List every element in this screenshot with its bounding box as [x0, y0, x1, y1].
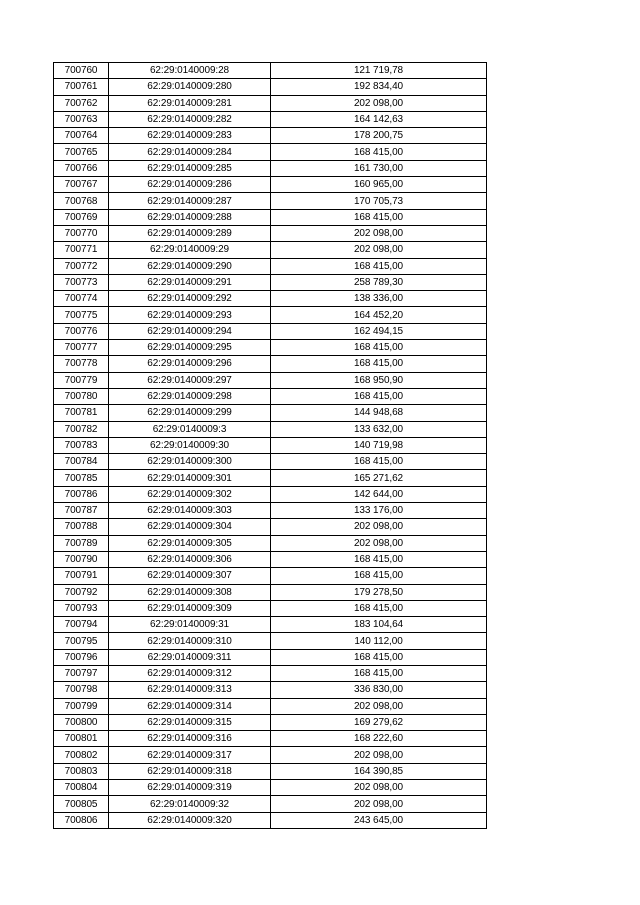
- table-row: [54, 454, 487, 470]
- table-row: [54, 323, 487, 339]
- cadastral-value-cell: 140 719,98: [271, 437, 487, 453]
- cadastral-number-cell: 62:29:0140009:306: [109, 551, 271, 567]
- table-row: [54, 437, 487, 453]
- cadastral-number-cell: 62:29:0140009:298: [109, 388, 271, 404]
- cadastral-value-cell: 202 098,00: [271, 519, 487, 535]
- cadastral-number-cell: 62:29:0140009:310: [109, 633, 271, 649]
- cadastral-number-cell: 62:29:0140009:281: [109, 95, 271, 111]
- cadastral-number-cell: 62:29:0140009:294: [109, 323, 271, 339]
- row-id-cell: 700771: [54, 242, 109, 258]
- row-id-cell: 700776: [54, 323, 109, 339]
- table-row: [54, 209, 487, 225]
- row-id-cell: 700775: [54, 307, 109, 323]
- cadastral-value-cell: 202 098,00: [271, 225, 487, 241]
- table-row: [54, 503, 487, 519]
- table-body: [54, 63, 487, 829]
- cadastral-value-cell: 168 415,00: [271, 649, 487, 665]
- row-id-cell: 700805: [54, 796, 109, 812]
- cadastral-value-table: [53, 62, 487, 829]
- row-id-cell: 700765: [54, 144, 109, 160]
- cadastral-value-cell: 178 200,75: [271, 128, 487, 144]
- cadastral-number-cell: 62:29:0140009:318: [109, 763, 271, 779]
- cadastral-value-cell: 202 098,00: [271, 535, 487, 551]
- cadastral-value-cell: 168 415,00: [271, 454, 487, 470]
- table-row: [54, 421, 487, 437]
- table-row: [54, 177, 487, 193]
- table-row: [54, 405, 487, 421]
- table-row: [54, 274, 487, 290]
- row-id-cell: 700779: [54, 372, 109, 388]
- table-row: [54, 291, 487, 307]
- row-id-cell: 700785: [54, 470, 109, 486]
- cadastral-number-cell: 62:29:0140009:313: [109, 682, 271, 698]
- row-id-cell: 700786: [54, 486, 109, 502]
- cadastral-value-cell: 162 494,15: [271, 323, 487, 339]
- row-id-cell: 700766: [54, 160, 109, 176]
- row-id-cell: 700780: [54, 388, 109, 404]
- row-id-cell: 700792: [54, 584, 109, 600]
- row-id-cell: 700788: [54, 519, 109, 535]
- row-id-cell: 700772: [54, 258, 109, 274]
- table-row: [54, 160, 487, 176]
- cadastral-number-cell: 62:29:0140009:319: [109, 780, 271, 796]
- cadastral-number-cell: 62:29:0140009:296: [109, 356, 271, 372]
- cadastral-value-cell: 168 950,90: [271, 372, 487, 388]
- cadastral-value-cell: 192 834,40: [271, 79, 487, 95]
- table-row: [54, 128, 487, 144]
- cadastral-number-cell: 62:29:0140009:308: [109, 584, 271, 600]
- cadastral-number-cell: 62:29:0140009:290: [109, 258, 271, 274]
- row-id-cell: 700760: [54, 63, 109, 79]
- row-id-cell: 700804: [54, 780, 109, 796]
- row-id-cell: 700789: [54, 535, 109, 551]
- table-row: [54, 193, 487, 209]
- cadastral-value-cell: 336 830,00: [271, 682, 487, 698]
- row-id-cell: 700784: [54, 454, 109, 470]
- cadastral-number-cell: 62:29:0140009:295: [109, 340, 271, 356]
- table-row: [54, 698, 487, 714]
- cadastral-number-cell: 62:29:0140009:280: [109, 79, 271, 95]
- table-row: [54, 340, 487, 356]
- cadastral-value-cell: 142 644,00: [271, 486, 487, 502]
- cadastral-value-cell: 160 965,00: [271, 177, 487, 193]
- row-id-cell: 700764: [54, 128, 109, 144]
- row-id-cell: 700799: [54, 698, 109, 714]
- cadastral-value-cell: 161 730,00: [271, 160, 487, 176]
- table-row: [54, 731, 487, 747]
- cadastral-number-cell: 62:29:0140009:29: [109, 242, 271, 258]
- cadastral-number-cell: 62:29:0140009:314: [109, 698, 271, 714]
- cadastral-number-cell: 62:29:0140009:28: [109, 63, 271, 79]
- row-id-cell: 700794: [54, 617, 109, 633]
- table-row: [54, 519, 487, 535]
- row-id-cell: 700795: [54, 633, 109, 649]
- cadastral-value-cell: 168 415,00: [271, 388, 487, 404]
- cadastral-number-cell: 62:29:0140009:282: [109, 111, 271, 127]
- row-id-cell: 700761: [54, 79, 109, 95]
- cadastral-number-cell: 62:29:0140009:301: [109, 470, 271, 486]
- cadastral-value-cell: 121 719,78: [271, 63, 487, 79]
- cadastral-value-cell: 133 632,00: [271, 421, 487, 437]
- cadastral-number-cell: 62:29:0140009:32: [109, 796, 271, 812]
- cadastral-value-cell: 144 948,68: [271, 405, 487, 421]
- document-page: [53, 62, 486, 829]
- table-row: [54, 568, 487, 584]
- row-id-cell: 700802: [54, 747, 109, 763]
- row-id-cell: 700791: [54, 568, 109, 584]
- row-id-cell: 700796: [54, 649, 109, 665]
- cadastral-number-cell: 62:29:0140009:286: [109, 177, 271, 193]
- cadastral-value-cell: 183 104,64: [271, 617, 487, 633]
- cadastral-value-cell: 164 390,85: [271, 763, 487, 779]
- cadastral-value-cell: 165 271,62: [271, 470, 487, 486]
- table-row: [54, 584, 487, 600]
- row-id-cell: 700797: [54, 665, 109, 681]
- cadastral-value-cell: 202 098,00: [271, 95, 487, 111]
- cadastral-number-cell: 62:29:0140009:316: [109, 731, 271, 747]
- cadastral-value-cell: 179 278,50: [271, 584, 487, 600]
- cadastral-number-cell: 62:29:0140009:311: [109, 649, 271, 665]
- cadastral-number-cell: 62:29:0140009:30: [109, 437, 271, 453]
- row-id-cell: 700774: [54, 291, 109, 307]
- cadastral-number-cell: 62:29:0140009:300: [109, 454, 271, 470]
- cadastral-number-cell: 62:29:0140009:293: [109, 307, 271, 323]
- cadastral-value-cell: 168 415,00: [271, 258, 487, 274]
- row-id-cell: 700803: [54, 763, 109, 779]
- table-row: [54, 63, 487, 79]
- table-row: [54, 79, 487, 95]
- cadastral-number-cell: 62:29:0140009:289: [109, 225, 271, 241]
- table-row: [54, 242, 487, 258]
- row-id-cell: 700806: [54, 812, 109, 828]
- cadastral-number-cell: 62:29:0140009:304: [109, 519, 271, 535]
- table-row: [54, 307, 487, 323]
- cadastral-value-cell: 258 789,30: [271, 274, 487, 290]
- row-id-cell: 700778: [54, 356, 109, 372]
- cadastral-number-cell: 62:29:0140009:31: [109, 617, 271, 633]
- table-row: [54, 470, 487, 486]
- cadastral-value-cell: 168 415,00: [271, 600, 487, 616]
- cadastral-number-cell: 62:29:0140009:317: [109, 747, 271, 763]
- cadastral-value-cell: 168 415,00: [271, 209, 487, 225]
- cadastral-value-cell: 202 098,00: [271, 796, 487, 812]
- cadastral-value-cell: 202 098,00: [271, 747, 487, 763]
- table-row: [54, 111, 487, 127]
- cadastral-value-cell: 170 705,73: [271, 193, 487, 209]
- table-row: [54, 600, 487, 616]
- row-id-cell: 700777: [54, 340, 109, 356]
- cadastral-number-cell: 62:29:0140009:312: [109, 665, 271, 681]
- cadastral-value-cell: 164 452,20: [271, 307, 487, 323]
- cadastral-value-cell: 133 176,00: [271, 503, 487, 519]
- table-row: [54, 633, 487, 649]
- cadastral-number-cell: 62:29:0140009:283: [109, 128, 271, 144]
- row-id-cell: 700767: [54, 177, 109, 193]
- cadastral-number-cell: 62:29:0140009:309: [109, 600, 271, 616]
- row-id-cell: 700783: [54, 437, 109, 453]
- table-row: [54, 225, 487, 241]
- row-id-cell: 700769: [54, 209, 109, 225]
- cadastral-value-cell: 202 098,00: [271, 780, 487, 796]
- row-id-cell: 700790: [54, 551, 109, 567]
- row-id-cell: 700768: [54, 193, 109, 209]
- cadastral-number-cell: 62:29:0140009:291: [109, 274, 271, 290]
- table-row: [54, 144, 487, 160]
- table-row: [54, 649, 487, 665]
- table-row: [54, 486, 487, 502]
- cadastral-number-cell: 62:29:0140009:297: [109, 372, 271, 388]
- cadastral-number-cell: 62:29:0140009:292: [109, 291, 271, 307]
- cadastral-value-cell: 202 098,00: [271, 698, 487, 714]
- row-id-cell: 700787: [54, 503, 109, 519]
- table-row: [54, 551, 487, 567]
- row-id-cell: 700773: [54, 274, 109, 290]
- table-row: [54, 780, 487, 796]
- table-row: [54, 356, 487, 372]
- row-id-cell: 700763: [54, 111, 109, 127]
- cadastral-value-cell: 168 415,00: [271, 144, 487, 160]
- cadastral-number-cell: 62:29:0140009:307: [109, 568, 271, 584]
- cadastral-value-cell: 243 645,00: [271, 812, 487, 828]
- cadastral-number-cell: 62:29:0140009:284: [109, 144, 271, 160]
- row-id-cell: 700800: [54, 714, 109, 730]
- row-id-cell: 700793: [54, 600, 109, 616]
- cadastral-value-cell: 138 336,00: [271, 291, 487, 307]
- cadastral-value-cell: 168 415,00: [271, 568, 487, 584]
- row-id-cell: 700770: [54, 225, 109, 241]
- cadastral-value-cell: 164 142,63: [271, 111, 487, 127]
- cadastral-number-cell: 62:29:0140009:302: [109, 486, 271, 502]
- cadastral-value-cell: 168 415,00: [271, 551, 487, 567]
- table-row: [54, 535, 487, 551]
- cadastral-value-cell: 168 222,60: [271, 731, 487, 747]
- cadastral-value-cell: 202 098,00: [271, 242, 487, 258]
- cadastral-number-cell: 62:29:0140009:305: [109, 535, 271, 551]
- cadastral-value-cell: 168 415,00: [271, 356, 487, 372]
- cadastral-value-cell: 169 279,62: [271, 714, 487, 730]
- table-row: [54, 388, 487, 404]
- cadastral-number-cell: 62:29:0140009:285: [109, 160, 271, 176]
- cadastral-value-cell: 140 112,00: [271, 633, 487, 649]
- row-id-cell: 700798: [54, 682, 109, 698]
- cadastral-value-cell: 168 415,00: [271, 340, 487, 356]
- row-id-cell: 700801: [54, 731, 109, 747]
- cadastral-value-cell: 168 415,00: [271, 665, 487, 681]
- cadastral-number-cell: 62:29:0140009:320: [109, 812, 271, 828]
- table-row: [54, 258, 487, 274]
- row-id-cell: 700762: [54, 95, 109, 111]
- table-row: [54, 747, 487, 763]
- table-row: [54, 763, 487, 779]
- table-row: [54, 95, 487, 111]
- cadastral-number-cell: 62:29:0140009:303: [109, 503, 271, 519]
- table-row: [54, 372, 487, 388]
- cadastral-number-cell: 62:29:0140009:315: [109, 714, 271, 730]
- table-row: [54, 617, 487, 633]
- cadastral-number-cell: 62:29:0140009:287: [109, 193, 271, 209]
- table-row: [54, 796, 487, 812]
- row-id-cell: 700781: [54, 405, 109, 421]
- row-id-cell: 700782: [54, 421, 109, 437]
- table-row: [54, 682, 487, 698]
- cadastral-number-cell: 62:29:0140009:299: [109, 405, 271, 421]
- table-row: [54, 714, 487, 730]
- table-row: [54, 665, 487, 681]
- cadastral-number-cell: 62:29:0140009:3: [109, 421, 271, 437]
- cadastral-number-cell: 62:29:0140009:288: [109, 209, 271, 225]
- table-row: [54, 812, 487, 828]
